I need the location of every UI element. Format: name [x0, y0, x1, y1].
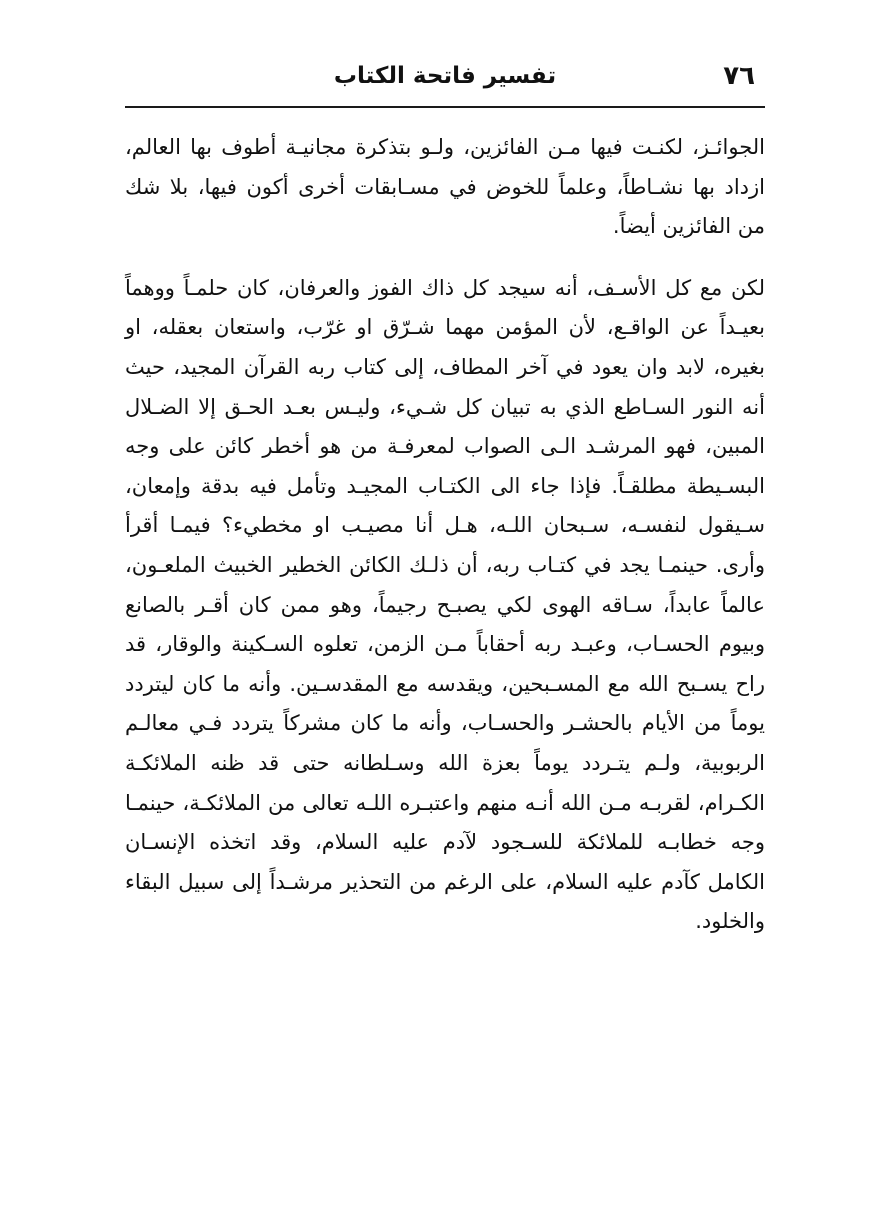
header-divider	[125, 106, 765, 108]
running-title: تفسير فاتحة الكتاب	[333, 63, 557, 89]
main-text	[125, 128, 765, 942]
page-header	[125, 55, 765, 103]
paragraph-1: الجوائـز، لكنـت فيها مـن الفائزين، ولـو بتذكرة مجانيـة أطوف بها العالم، ازداد بها نشـاطاً، وعلماً للخوض في مسـابقات أخرى أكون فيها، بلا شك من الفائزين أيضاً.	[125, 135, 765, 239]
page-number: ٧٦	[723, 61, 755, 91]
paragraph-2: لكن مع كل الأسـف، أنه سيجد كل ذاك الفوز والعرفان، كان حلمـاً ووهماً بعيـداً عن الواقـع، لأن المؤمن مهما شـرّق او غرّب، واستعان بعقله، او بغيره، لابد وان يعود في آخر المطاف، إلى كتاب ربه القرآن المجيد، حيث أنه النور السـاطع الذي به تبيان كل شـيء، وليـس بعـد الحـق إلا الضـلال المبين، فهو المرشـد الـى الصواب لمعرفـة من هو أخطر كائن على وجه البسـيطة مطلقـاً. فإذا جاء الى الكتـاب المجيـد وتأمل فيه بدقة وإمعان، سـيقول لنفسـه، سـبحان اللـه، هـل أنا مصيـب او مخطيء؟ فيمـا أقرأ وأرى. حينمـا يجد في كتـاب ربه، أن ذلـك الكائن الخطير الخبيث الملعـون، عالماً عابداً، سـاقه الهوى لكي يصبـح رجيماً، وهو ممن كان أقـر بالصانع وبيوم الحسـاب، وعبـد ربه أحقاباً مـن الزمن، تعلوه السـكينة والوقار، قد راح يسـبح الله مع المسـبحين، ويقدسه مع المقدسـين. وأنه ما كان ليتردد يوماً من الأيام بالحشـر والحسـاب، وأنه ما كان مشركاً يتردد فـي معالـم الربوبية، ولـم يتـردد يوماً بعزة الله وسـلطانه حتى قد ظنه الملائكـة الكـرام، لقربـه مـن الله أنـه منهم واعتبـره اللـه تعالى من الملائكـة، حينمـا وجه خطابـه للملائكة للسـجود لآدم عليه السلام، وقد اتخذه الإنسـان الكامل كآدم عليه السلام، على الرغم من التحذير مرشـداً إلى سبيل البقاء والخلود.	[125, 275, 765, 934]
